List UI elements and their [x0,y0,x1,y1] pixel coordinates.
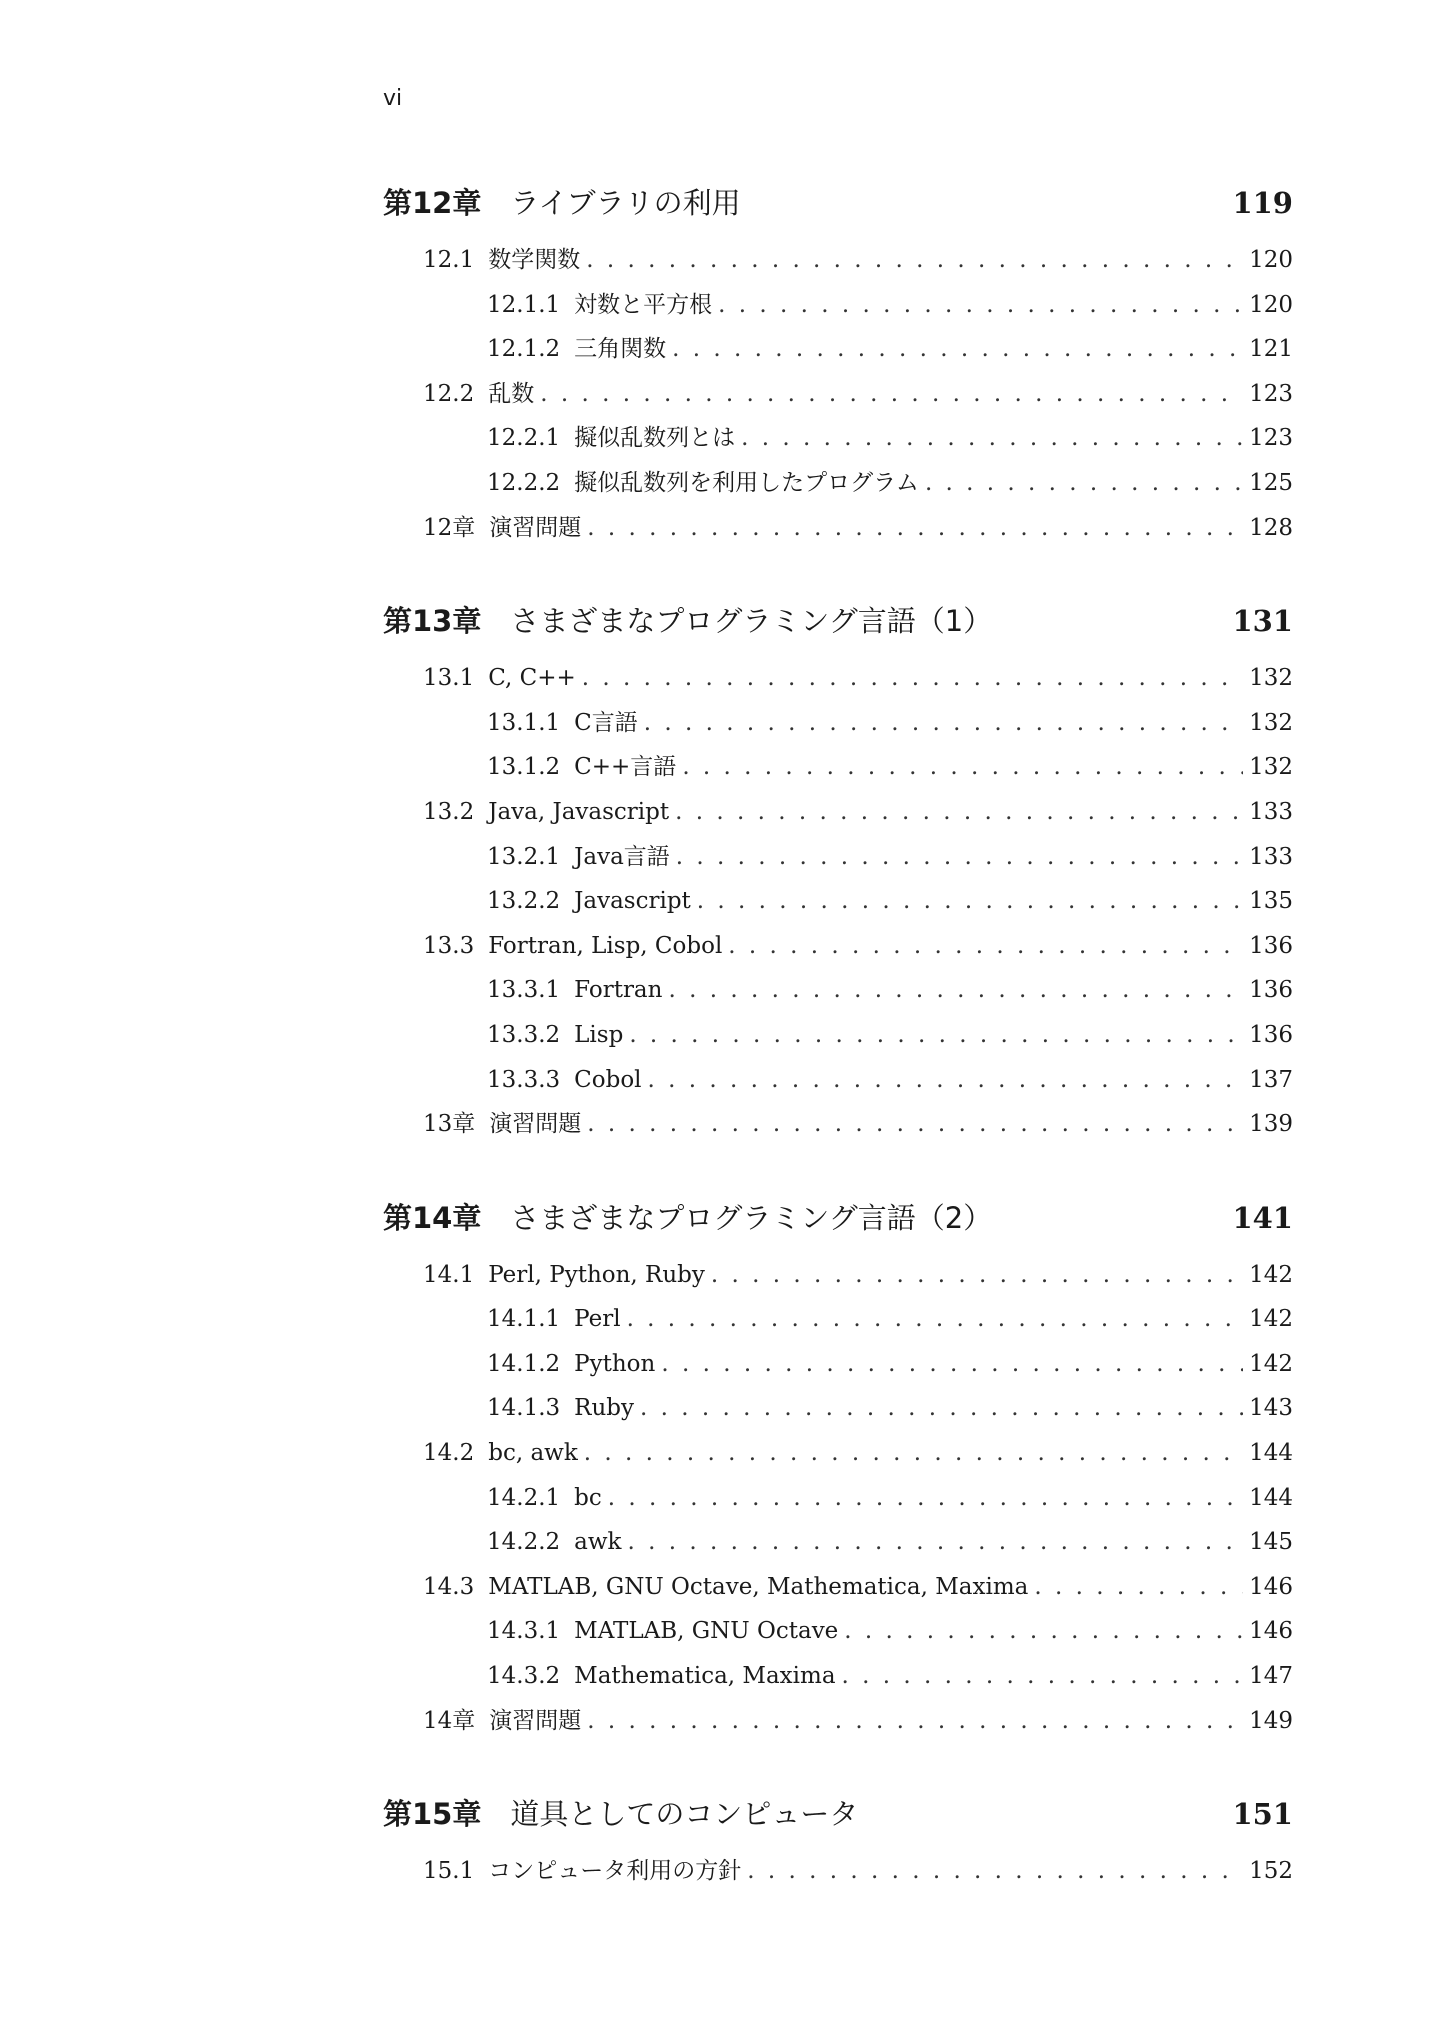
entry-number: 13.2.2 [487,888,561,915]
toc-subsection-entry[interactable] [383,1013,1293,1058]
entry-page-number: 137 [1249,1066,1293,1093]
chapter-number: 第12章 [383,186,482,220]
entry-number: 12.1 [423,247,475,273]
chapter-heading[interactable] [383,1787,1293,1841]
entry-number: 13.2.1 [487,843,561,870]
entry-title: コンピュータ利用の方針 [488,1858,742,1885]
entry-title: Cobol [574,1066,642,1093]
toc-section-entry[interactable] [383,790,1293,835]
entry-number: 13.3 [423,932,475,959]
toc-subsection-entry[interactable] [383,1476,1293,1521]
entry-title: Perl, Python, Ruby [488,1261,705,1288]
entry-title: 数学関数 [488,247,581,273]
dot-leader [587,1102,1243,1147]
entry-page-number: 145 [1249,1529,1293,1556]
entry-page-number: 152 [1249,1858,1293,1885]
chapter-number: 第14章 [383,1200,482,1235]
entry-page-number: 136 [1249,932,1293,959]
entry-page-number: 144 [1249,1484,1293,1511]
entry-page-number: 132 [1249,754,1293,781]
entry-title: Javascript [574,888,691,915]
entry-title: C, C++ [488,665,576,692]
dot-leader [711,1253,1243,1298]
chapter-title [383,176,741,230]
entry-number: 13.1 [423,665,475,692]
entry-number: 14.3 [423,1573,475,1600]
entry-page-number: 120 [1249,247,1293,273]
dot-leader [586,238,1243,283]
dot-leader [587,506,1243,551]
entry-number: 14.3.1 [487,1618,561,1645]
entry-title: 擬似乱数列を利用したプログラム [574,469,919,496]
entry-page-number: 136 [1249,1021,1293,1048]
entry-title: bc [574,1484,602,1511]
entry-page-number: 123 [1249,380,1293,407]
toc-subsection-entry[interactable] [383,701,1293,746]
entry-number: 12.1.2 [487,336,561,363]
entry-title: MATLAB, GNU Octave [574,1618,839,1645]
entry-number: 14.2.1 [487,1484,561,1511]
dot-leader [718,283,1243,328]
entry-number: 12.2.2 [487,469,561,496]
dot-leader [741,416,1243,461]
toc-section-entry[interactable] [383,1849,1293,1894]
chapter-page-number: 119 [1232,186,1293,220]
toc-subsection-entry[interactable] [383,968,1293,1013]
toc-subsection-entry[interactable] [383,327,1293,372]
chapter-title [383,1191,992,1245]
chapter-section [383,1787,1293,1894]
dot-leader [842,1654,1244,1699]
toc-section-entry[interactable] [383,1565,1293,1610]
entry-number: 14.3.2 [487,1663,561,1690]
entry-page-number: 142 [1249,1350,1293,1377]
toc-subsection-entry[interactable] [383,1297,1293,1342]
entry-title: Fortran [574,977,663,1004]
entry-page-number: 132 [1249,665,1293,692]
entry-title: C++言語 [574,754,677,781]
chapter-title [383,594,992,648]
dot-leader [584,1431,1243,1476]
dot-leader [640,1386,1243,1431]
toc-subsection-entry[interactable] [383,283,1293,328]
entry-number: 13章 [423,1111,476,1138]
entry-number: 14.2.2 [487,1529,561,1556]
toc-section-entry[interactable] [383,372,1293,417]
dot-leader [540,372,1243,417]
entry-title: Java, Javascript [488,798,670,825]
entry-number: 12章 [423,514,476,541]
entry-number: 13.3.3 [487,1066,561,1093]
entry-page-number: 147 [1249,1663,1293,1690]
entry-title: Fortran, Lisp, Cobol [488,932,723,959]
entry-title: Lisp [574,1021,624,1048]
entry-number: 14.1 [423,1261,475,1288]
entry-page-number: 128 [1249,514,1293,541]
chapter-title-text: ライブラリの利用 [510,186,741,220]
entry-number: 13.1.1 [487,709,561,736]
entry-title: bc, awk [488,1440,578,1467]
dot-leader [587,1699,1243,1744]
entry-number: 13.2 [423,798,475,825]
toc-section-entry[interactable] [383,656,1293,701]
entry-title: Mathematica, Maxima [574,1663,836,1690]
entry-number: 14.1.1 [487,1306,561,1333]
dot-leader [728,924,1243,969]
table-of-contents [383,176,1293,1938]
entry-title: Python [574,1350,656,1377]
toc-section-entry[interactable] [383,1431,1293,1476]
entry-number: 14章 [423,1707,476,1734]
entry-number: 13.3.1 [487,977,561,1004]
entry-title: Java言語 [574,843,670,870]
chapter-number: 第15章 [383,1797,482,1832]
toc-section-entry[interactable] [383,1102,1293,1147]
entry-number: 12.2.1 [487,425,561,452]
entry-page-number: 146 [1249,1618,1293,1645]
toc-subsection-entry[interactable] [383,461,1293,506]
toc-subsection-entry[interactable] [383,1609,1293,1654]
dot-leader [672,327,1243,372]
entry-page-number: 132 [1249,709,1293,736]
chapter-page-number: 131 [1232,604,1293,639]
toc-subsection-entry[interactable] [383,835,1293,880]
toc-section-entry[interactable] [383,238,1293,283]
entry-title: Ruby [574,1395,635,1422]
dot-leader [844,1609,1243,1654]
chapter-title [383,1787,858,1841]
entry-page-number: 120 [1249,291,1293,318]
entry-title: awk [574,1529,622,1556]
entry-page-number: 135 [1249,888,1293,915]
entry-page-number: 136 [1249,977,1293,1004]
entry-page-number: 133 [1249,843,1293,870]
dot-leader [682,745,1243,790]
dot-leader [661,1342,1243,1387]
entry-title: 擬似乱数列とは [574,425,736,452]
entry-page-number: 143 [1249,1395,1293,1422]
chapter-section [383,594,1293,1147]
toc-subsection-entry[interactable] [383,1654,1293,1699]
dot-leader [697,879,1243,924]
chapter-heading[interactable] [383,1191,1293,1245]
dot-leader [676,835,1243,880]
chapter-title-text: さまざまなプログラミング言語（1） [510,604,993,639]
entry-number: 12.2 [423,380,475,407]
toc-section-entry[interactable] [383,924,1293,969]
entry-title: 演習問題 [489,514,582,541]
dot-leader [747,1849,1243,1894]
dot-leader [644,701,1243,746]
entry-number: 14.2 [423,1440,475,1467]
entry-page-number: 123 [1249,425,1293,452]
toc-subsection-entry[interactable] [383,879,1293,924]
toc-subsection-entry[interactable] [383,416,1293,461]
toc-subsection-entry[interactable] [383,1058,1293,1103]
entry-page-number: 125 [1249,469,1293,496]
entry-title: 乱数 [488,380,535,407]
entry-page-number: 142 [1249,1306,1293,1333]
chapter-heading[interactable] [383,594,1293,648]
toc-subsection-entry[interactable] [383,1342,1293,1387]
entry-title: C言語 [574,709,638,736]
entry-page-number: 144 [1249,1440,1293,1467]
chapter-title-text: 道具としてのコンピュータ [510,1797,859,1832]
chapter-title-text: さまざまなプログラミング言語（2） [510,1200,993,1235]
page-number: vi [383,86,403,111]
dot-leader [608,1476,1243,1521]
entry-title: 演習問題 [489,1111,582,1138]
entry-title: 演習問題 [489,1707,582,1734]
toc-subsection-entry[interactable] [383,745,1293,790]
chapter-page-number: 141 [1232,1200,1293,1235]
entry-page-number: 142 [1249,1261,1293,1288]
entry-page-number: 146 [1249,1573,1293,1600]
entry-number: 13.1.2 [487,754,561,781]
dot-leader [582,656,1243,701]
chapter-section [383,1191,1293,1744]
dot-leader [1034,1565,1243,1610]
toc-subsection-entry[interactable] [383,1520,1293,1565]
toc-section-entry[interactable] [383,1253,1293,1298]
dot-leader [668,968,1243,1013]
entry-number: 13.3.2 [487,1021,561,1048]
dot-leader [629,1013,1243,1058]
entry-number: 12.1.1 [487,291,561,318]
toc-section-entry[interactable] [383,506,1293,551]
chapter-page-number: 151 [1232,1797,1293,1832]
entry-page-number: 139 [1249,1111,1293,1138]
chapter-section [383,176,1293,550]
entry-title: 対数と平方根 [574,291,713,318]
entry-number: 14.1.3 [487,1395,561,1422]
entry-number: 14.1.2 [487,1350,561,1377]
entry-page-number: 121 [1249,336,1293,363]
dot-leader [925,461,1243,506]
entry-number: 15.1 [423,1858,475,1885]
toc-section-entry[interactable] [383,1699,1293,1744]
dot-leader [648,1058,1244,1103]
entry-title: Perl [574,1306,621,1333]
chapter-heading[interactable] [383,176,1293,230]
entry-title: 三角関数 [574,336,667,363]
entry-page-number: 133 [1249,798,1293,825]
entry-page-number: 149 [1249,1707,1293,1734]
dot-leader [675,790,1243,835]
dot-leader [628,1520,1244,1565]
toc-subsection-entry[interactable] [383,1386,1293,1431]
entry-title: MATLAB, GNU Octave, Mathematica, Maxima [488,1573,1029,1600]
dot-leader [627,1297,1244,1342]
chapter-number: 第13章 [383,604,482,639]
